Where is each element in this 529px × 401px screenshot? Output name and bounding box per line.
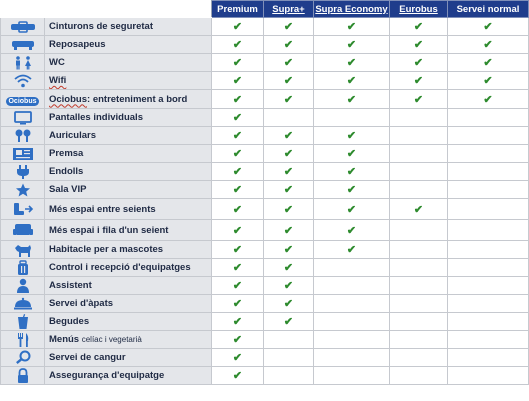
check-mark-icon: ✔ (314, 241, 390, 259)
check-mark-icon: ✔ (390, 72, 448, 90)
row-label (45, 295, 212, 313)
row-label-text: Més espai i fila d'un seient (49, 224, 169, 236)
table-row (1, 241, 529, 259)
empty-cell (390, 313, 448, 331)
header-blank (1, 1, 212, 18)
footrest-icon (1, 36, 45, 54)
table-row (1, 145, 529, 163)
row-label (45, 331, 212, 349)
column-servei-normal: Servei normal (448, 1, 529, 18)
row-label-note: celíac i vegetarià (81, 335, 142, 344)
check-mark-icon: ✔ (314, 181, 390, 199)
check-mark-icon: ✔ (448, 18, 529, 36)
ociobus-logo-icon (1, 90, 45, 109)
check-mark-icon: ✔ (264, 259, 314, 277)
empty-cell (448, 109, 529, 127)
empty-cell (314, 109, 390, 127)
row-label-text: Sala VIP (49, 184, 87, 195)
empty-cell (448, 127, 529, 145)
headphones-icon (1, 127, 45, 145)
row-label (45, 349, 212, 367)
check-mark-icon: ✔ (264, 277, 314, 295)
empty-cell (390, 331, 448, 349)
empty-cell (448, 277, 529, 295)
check-mark-icon: ✔ (212, 36, 264, 54)
row-label (45, 181, 212, 199)
wc-icon (1, 54, 45, 72)
column-eurobus: Eurobus (390, 1, 448, 18)
table-row (1, 181, 529, 199)
check-mark-icon: ✔ (314, 163, 390, 181)
check-mark-icon: ✔ (314, 127, 390, 145)
row-label (45, 313, 212, 331)
empty-cell (314, 331, 390, 349)
row-label-text: Habitacle per a mascotes (49, 244, 164, 255)
table-row (1, 313, 529, 331)
row-label-text: Assistent (49, 280, 92, 291)
empty-cell (390, 277, 448, 295)
row-label (45, 90, 212, 109)
table-row (1, 277, 529, 295)
assistant-icon (1, 277, 45, 295)
check-mark-icon: ✔ (212, 220, 264, 241)
ociobus-logo-text: Ociobus (8, 98, 37, 105)
pet-icon (1, 241, 45, 259)
check-mark-icon: ✔ (314, 220, 390, 241)
empty-cell (390, 367, 448, 385)
empty-cell (390, 241, 448, 259)
check-mark-icon: ✔ (390, 36, 448, 54)
check-mark-icon: ✔ (212, 72, 264, 90)
table-row (1, 18, 529, 36)
header-row (1, 1, 529, 18)
row-label-text: Servei de cangur (49, 352, 126, 363)
empty-cell (390, 349, 448, 367)
check-mark-icon: ✔ (390, 90, 448, 109)
check-mark-icon: ✔ (212, 349, 264, 367)
empty-cell (390, 145, 448, 163)
table-row (1, 349, 529, 367)
check-mark-icon: ✔ (264, 163, 314, 181)
screen-icon (1, 109, 45, 127)
column-supra-economy: Supra Economy (314, 1, 390, 18)
check-mark-icon: ✔ (264, 36, 314, 54)
empty-cell (314, 349, 390, 367)
check-mark-icon: ✔ (264, 54, 314, 72)
row-label (45, 18, 212, 36)
check-mark-icon: ✔ (448, 90, 529, 109)
row-label (45, 199, 212, 220)
check-mark-icon: ✔ (264, 241, 314, 259)
check-mark-icon: ✔ (264, 18, 314, 36)
wifi-icon (1, 72, 45, 90)
empty-cell (390, 181, 448, 199)
row-label (45, 277, 212, 295)
check-mark-icon: ✔ (314, 199, 390, 220)
table-row (1, 163, 529, 181)
check-mark-icon: ✔ (314, 36, 390, 54)
check-mark-icon: ✔ (264, 220, 314, 241)
check-mark-icon: ✔ (390, 199, 448, 220)
luggage-icon (1, 259, 45, 277)
row-label-text: Wifi (49, 75, 67, 86)
newspaper-icon (1, 145, 45, 163)
check-mark-icon: ✔ (212, 127, 264, 145)
money-change-icon (1, 349, 45, 367)
check-mark-icon: ✔ (212, 277, 264, 295)
empty-cell (448, 295, 529, 313)
empty-cell (390, 220, 448, 241)
row-label-text: Premsa (49, 148, 84, 159)
check-mark-icon: ✔ (212, 241, 264, 259)
table-row (1, 127, 529, 145)
empty-cell (448, 199, 529, 220)
check-mark-icon: ✔ (264, 145, 314, 163)
empty-cell (448, 367, 529, 385)
empty-cell (390, 295, 448, 313)
check-mark-icon: ✔ (264, 181, 314, 199)
plug-icon (1, 163, 45, 181)
empty-cell (448, 181, 529, 199)
empty-cell (264, 349, 314, 367)
check-mark-icon: ✔ (212, 109, 264, 127)
row-label-text: Control i recepció d'equipatges (49, 262, 191, 273)
row-label-text: Begudes (49, 316, 90, 327)
column-premium: Premium (212, 1, 264, 18)
row-label (45, 241, 212, 259)
table-row (1, 199, 529, 220)
check-mark-icon: ✔ (212, 90, 264, 109)
row-label (45, 109, 212, 127)
check-mark-icon: ✔ (264, 90, 314, 109)
lock-icon (1, 367, 45, 385)
check-mark-icon: ✔ (212, 331, 264, 349)
check-mark-icon: ✔ (264, 127, 314, 145)
check-mark-icon: ✔ (212, 295, 264, 313)
table-row (1, 90, 529, 109)
cutlery-icon (1, 331, 45, 349)
check-mark-icon: ✔ (264, 295, 314, 313)
empty-cell (448, 349, 529, 367)
table-row (1, 220, 529, 241)
meal-service-icon (1, 295, 45, 313)
empty-cell (314, 277, 390, 295)
check-mark-icon: ✔ (212, 18, 264, 36)
row-label (45, 72, 212, 90)
check-mark-icon: ✔ (448, 36, 529, 54)
check-mark-icon: ✔ (314, 90, 390, 109)
check-mark-icon: ✔ (264, 313, 314, 331)
empty-cell (390, 109, 448, 127)
drink-icon (1, 313, 45, 331)
check-mark-icon: ✔ (314, 72, 390, 90)
table-row (1, 367, 529, 385)
empty-cell (448, 313, 529, 331)
row-label-text: Cinturons de seguretat (49, 21, 153, 32)
row-label-text: Reposapeus (49, 39, 106, 50)
table-row (1, 109, 529, 127)
check-mark-icon: ✔ (212, 181, 264, 199)
row-label (45, 145, 212, 163)
empty-cell (264, 331, 314, 349)
empty-cell (448, 331, 529, 349)
row-label (45, 220, 212, 241)
star-icon (1, 181, 45, 199)
empty-cell (314, 313, 390, 331)
check-mark-icon: ✔ (448, 72, 529, 90)
check-mark-icon: ✔ (212, 163, 264, 181)
single-seat-icon (1, 220, 45, 241)
row-label (45, 54, 212, 72)
check-mark-icon: ✔ (212, 54, 264, 72)
row-label (45, 367, 212, 385)
row-label (45, 163, 212, 181)
row-label-text: Auriculars (49, 130, 96, 141)
row-label-text: Pantalles individuals (49, 112, 143, 123)
row-label (45, 259, 212, 277)
row-label (45, 36, 212, 54)
row-label-text: Endolls (49, 166, 84, 177)
empty-cell (314, 295, 390, 313)
check-mark-icon: ✔ (264, 72, 314, 90)
check-mark-icon: ✔ (212, 259, 264, 277)
check-mark-icon: ✔ (314, 18, 390, 36)
empty-cell (390, 259, 448, 277)
check-mark-icon: ✔ (212, 313, 264, 331)
row-label-text: Més espai entre seients (49, 203, 156, 215)
empty-cell (448, 220, 529, 241)
empty-cell (448, 259, 529, 277)
table-row (1, 259, 529, 277)
empty-cell (448, 241, 529, 259)
empty-cell (314, 259, 390, 277)
empty-cell (264, 109, 314, 127)
empty-cell (264, 367, 314, 385)
empty-cell (314, 367, 390, 385)
check-mark-icon: ✔ (314, 54, 390, 72)
row-label-text: Servei d'àpats (49, 298, 114, 309)
legroom-icon (1, 199, 45, 220)
check-mark-icon: ✔ (212, 367, 264, 385)
seatbelt-icon (1, 18, 45, 36)
empty-cell (390, 163, 448, 181)
check-mark-icon: ✔ (448, 54, 529, 72)
row-label-text: Assegurança d'equipatge (49, 370, 165, 381)
table-row (1, 331, 529, 349)
check-mark-icon: ✔ (212, 199, 264, 220)
table-row (1, 54, 529, 72)
row-label-text: Ociobus: entreteniment a bord (49, 93, 188, 105)
column-supra-plus: Supra+ (264, 1, 314, 18)
table-row (1, 295, 529, 313)
row-label-text: WC (49, 57, 65, 68)
row-label (45, 127, 212, 145)
empty-cell (390, 127, 448, 145)
check-mark-icon: ✔ (212, 145, 264, 163)
empty-cell (448, 145, 529, 163)
check-mark-icon: ✔ (390, 54, 448, 72)
check-mark-icon: ✔ (390, 18, 448, 36)
table-row (1, 36, 529, 54)
check-mark-icon: ✔ (314, 145, 390, 163)
empty-cell (448, 163, 529, 181)
check-mark-icon: ✔ (264, 199, 314, 220)
table-row (1, 72, 529, 90)
row-label-text: Menús (49, 334, 80, 345)
